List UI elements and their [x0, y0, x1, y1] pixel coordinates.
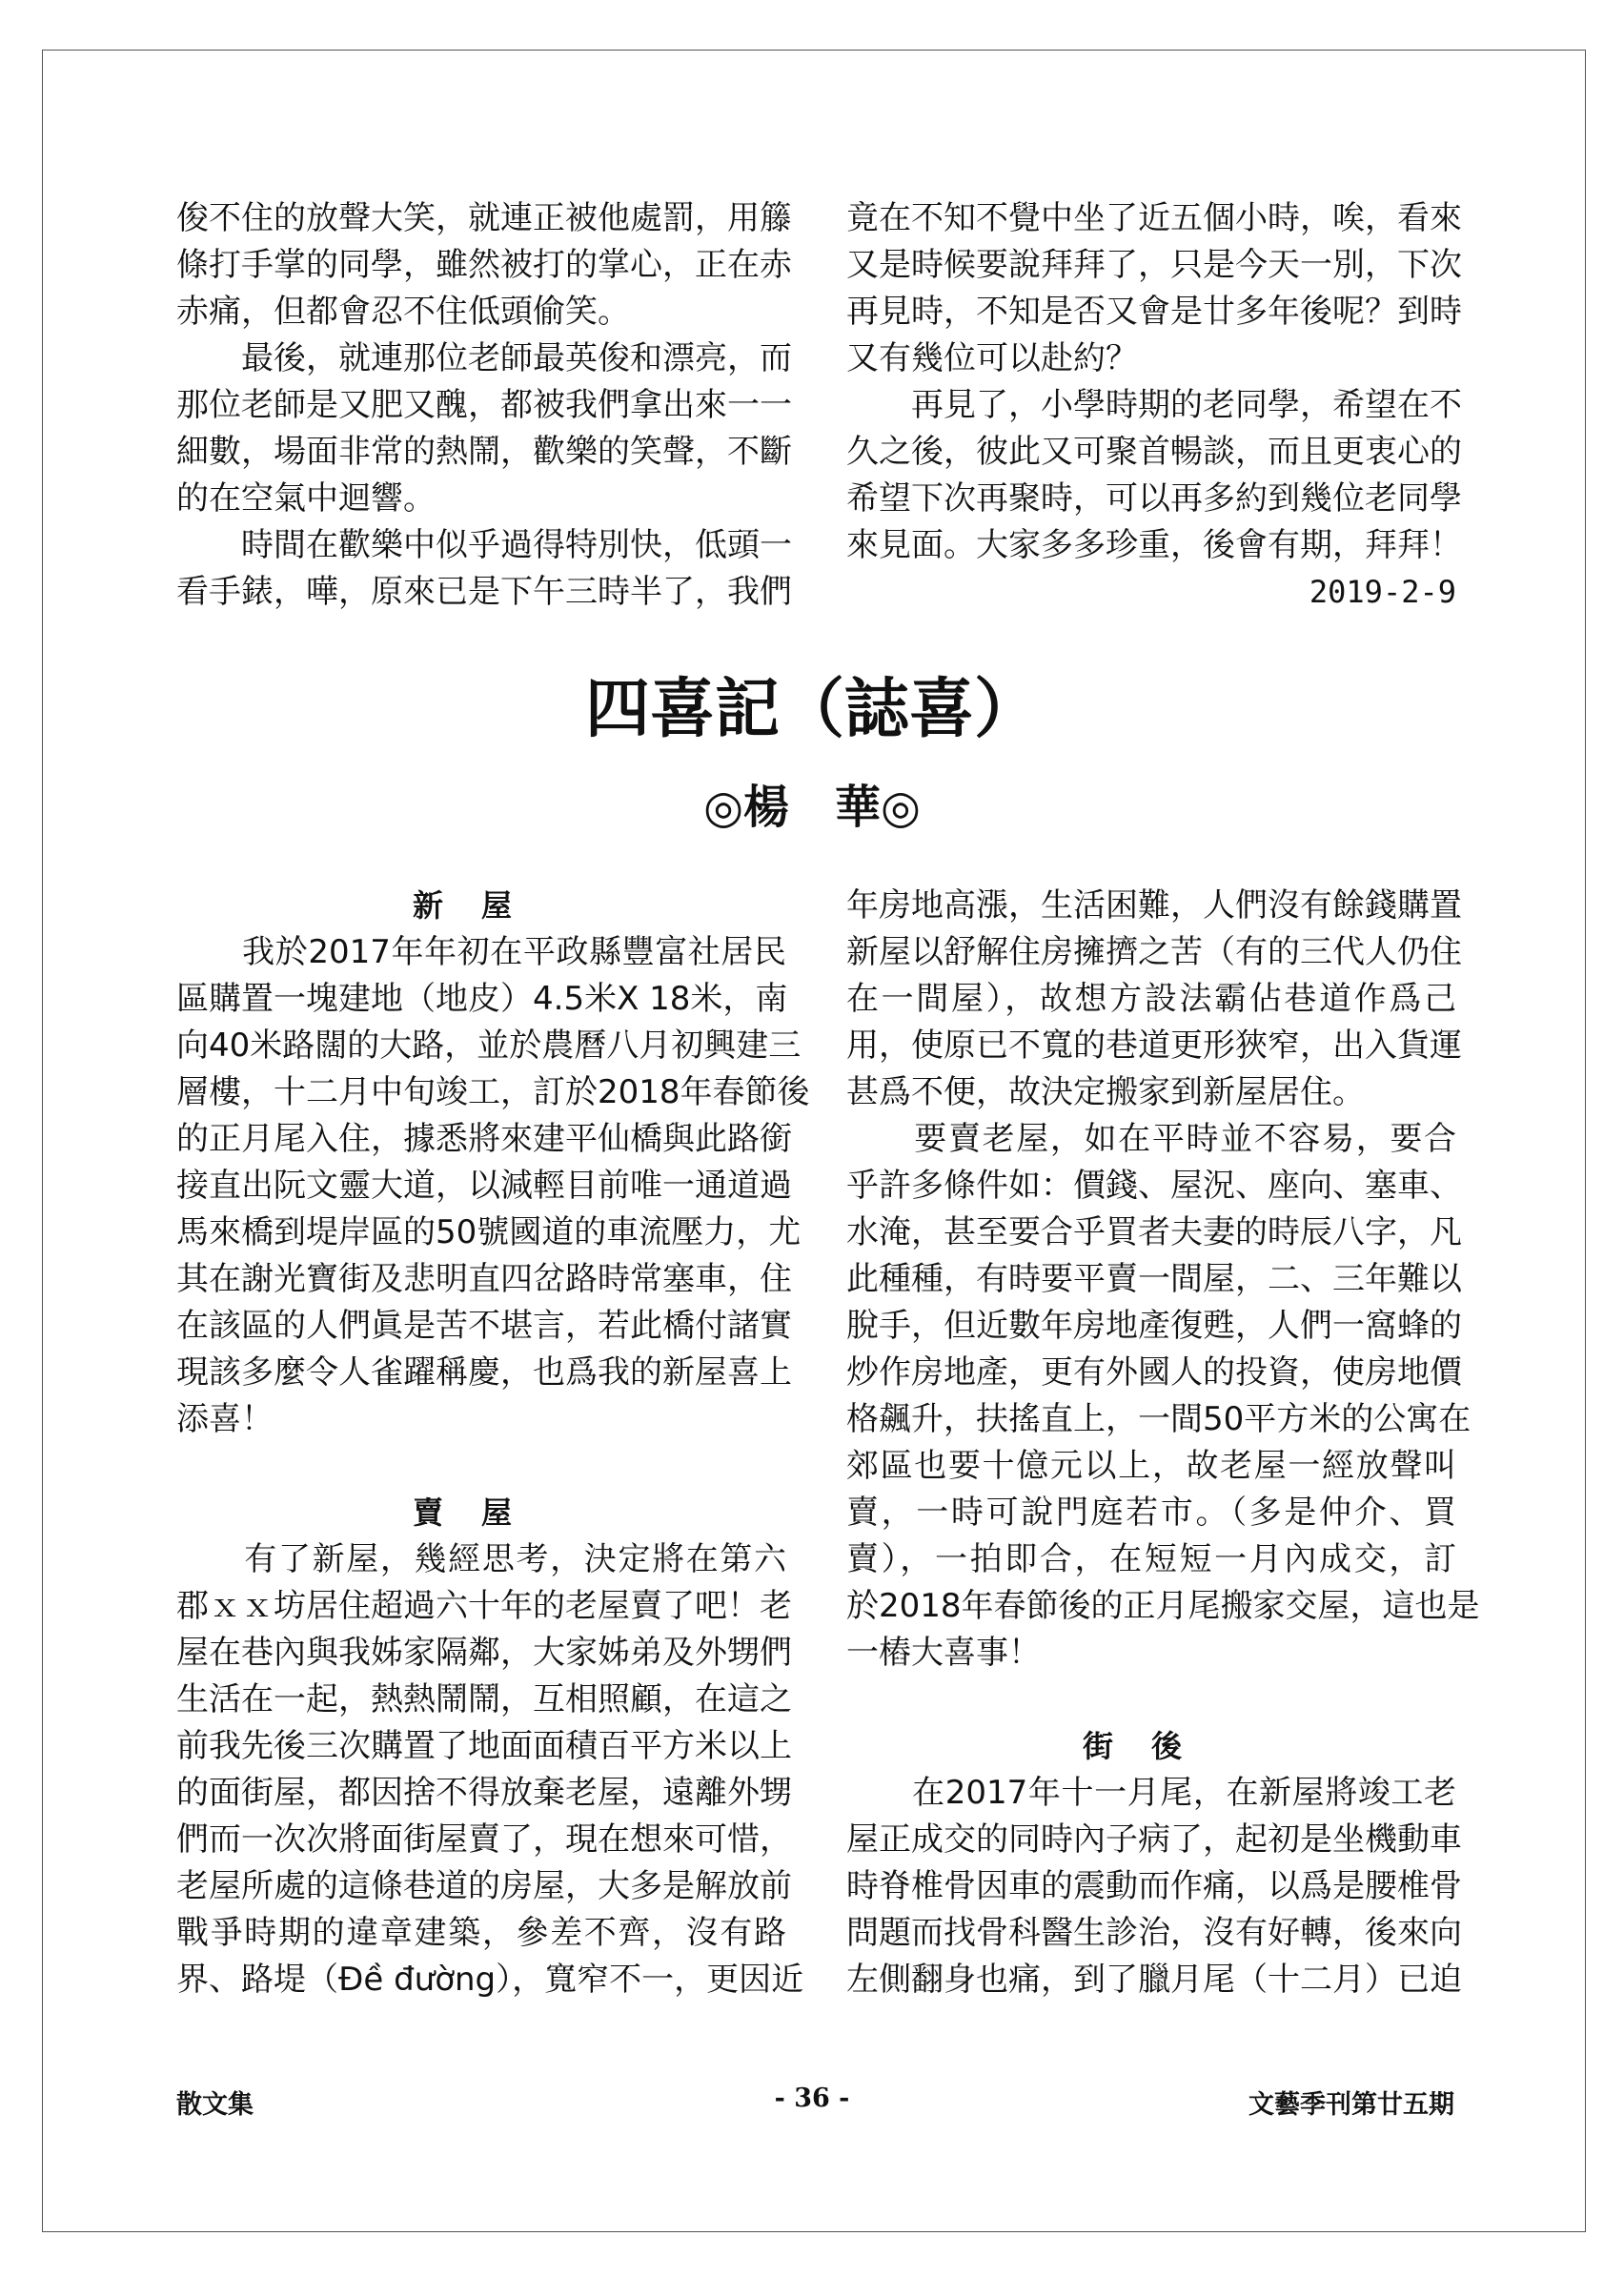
text-line: 來見面。大家多多珍重，後會有期，拜拜！: [846, 526, 1462, 564]
text-line: 的在空氣中迴響。: [176, 479, 436, 518]
text-line: 新屋以舒解住房擁擠之苦（有的三代人仍住: [846, 933, 1462, 971]
article-left-column: [176, 883, 810, 2003]
text-line: 年房地高漲，生活困難，人們沒有餘錢購置: [846, 886, 1462, 925]
text-line: 條打手掌的同學，雖然被打的掌心，正在赤: [176, 246, 792, 284]
text-line: 向40米路闊的大路，並於農曆八月初興建三: [176, 1027, 802, 1065]
text-line: 時脊椎骨因車的震動而作痛，以爲是腰椎骨: [846, 1867, 1462, 1905]
section-heading: 新屋: [412, 887, 550, 924]
text-line: 一樁大喜事！: [846, 1634, 1041, 1672]
text-line: 郡ｘｘ坊居住超過六十年的老屋賣了吧！老: [176, 1587, 792, 1625]
article-right-column: [846, 883, 1480, 2003]
text-line: 水淹，甚至要合乎買者夫妻的時辰八字，凡: [846, 1213, 1462, 1251]
text-line: 希望下次再聚時，可以再多約到幾位老同學: [846, 479, 1462, 518]
article-date: 2019-2-9: [1309, 574, 1456, 610]
text-line: 格飆升，扶搖直上，一間50平方米的公寓在: [846, 1400, 1472, 1438]
text-line: 現該多麼令人雀躍稱慶，也爲我的新屋喜上: [176, 1353, 792, 1392]
footer-publication: 文藝季刊第廿五期: [1248, 2090, 1454, 2120]
text-line: 又有幾位可以赴約？: [846, 339, 1138, 377]
continued-right-column: [846, 195, 1462, 616]
text-line: 再見時，不知是否又會是廿多年後呢？到時: [846, 293, 1462, 331]
text-line: 屋在巷內與我姊家隔鄰，大家姊弟及外甥們: [176, 1634, 792, 1672]
page-number: - 36 -: [774, 2084, 850, 2113]
text-line: 再見了，小學時期的老同學，希望在不: [846, 386, 1462, 424]
continued-left-column: [176, 195, 792, 616]
article-title: 四喜記（誌喜）: [584, 671, 1039, 747]
text-line: 在該區的人們眞是苦不堪言，若此橋付諸實: [176, 1307, 792, 1345]
section-gap: [176, 1443, 786, 1490]
text-line: 於2018年春節後的正月尾搬家交屋，這也是: [846, 1587, 1480, 1625]
text-line: 竟在不知不覺中坐了近五個小時，唉，看來: [846, 199, 1462, 237]
text-line: 看手錶，嘩，原來已是下午三時半了，我們: [176, 573, 792, 611]
text-line: 那位老師是又肥又醜，都被我們拿出來一一: [176, 386, 792, 424]
text-line: 左側翻身也痛，到了臘月尾（十二月）已迫: [846, 1961, 1462, 1999]
text-line: 時間在歡樂中似乎過得特別快，低頭一: [176, 526, 792, 564]
text-line: 前我先後三次購置了地面面積百平方米以上: [176, 1727, 792, 1765]
section-heading: 街後: [1082, 1728, 1220, 1764]
text-line: 添喜！: [176, 1400, 274, 1438]
text-line: 層樓，十二月中旬竣工，訂於2018年春節後: [176, 1073, 810, 1111]
text-line: 的面街屋，都因捨不得放棄老屋，遠離外甥: [176, 1774, 792, 1812]
text-line: 們而一次次將面街屋賣了，現在想來可惜，: [176, 1820, 792, 1859]
text-line: 馬來橋到堤岸區的50號國道的車流壓力，尤: [176, 1213, 802, 1251]
text-line: 問題而找骨科醫生診治，沒有好轉，後來向: [846, 1914, 1462, 1952]
text-line: 脫手，但近數年房地產復甦，人們一窩蜂的: [846, 1307, 1462, 1345]
text-line: 我於2017年年初在平政縣豐富社居民: [176, 933, 786, 971]
text-line: 有了新屋，幾經思考，決定將在第六: [176, 1540, 786, 1578]
text-line: 其在謝光寶街及悲明直四岔路時常塞車，住: [176, 1260, 792, 1298]
text-line: 俊不住的放聲大笑，就連正被他處罰，用籐: [176, 199, 792, 237]
section-gap: [846, 1677, 1456, 1723]
text-line: 細數，場面非常的熱鬧，歡樂的笑聲，不斷: [176, 433, 792, 471]
text-line: 的正月尾入住，據悉將來建平仙橋與此路銜: [176, 1120, 792, 1158]
text-line: 賣，一時可說門庭若市。（多是仲介、買: [846, 1494, 1456, 1532]
text-line: 郊區也要十億元以上，故老屋一經放聲叫: [846, 1447, 1456, 1485]
text-line: 炒作房地產，更有外國人的投資，使房地價: [846, 1353, 1462, 1392]
text-line: 要賣老屋，如在平時並不容易，要合: [846, 1120, 1456, 1158]
text-line: 界、路堤（Đề đường），寬窄不一，更因近: [176, 1961, 804, 1999]
text-line: 在2017年十一月尾，在新屋將竣工老: [846, 1774, 1456, 1812]
text-line: 又是時候要說拜拜了，只是今天一別，下次: [846, 246, 1462, 284]
text-line: 生活在一起，熱熱鬧鬧，互相照顧，在這之: [176, 1680, 792, 1718]
text-line: 戰爭時期的違章建築，參差不齊，沒有路: [176, 1914, 786, 1952]
text-line: 接直出阮文靈大道，以減輕目前唯一通道過: [176, 1167, 792, 1205]
article-author: ◎楊 華◎: [703, 781, 921, 834]
text-line: 用，使原已不寬的巷道更形狹窄，出入貨運: [846, 1027, 1462, 1065]
text-line: 賣），一拍即合，在短短一月內成交，訂: [846, 1540, 1456, 1578]
text-line: 此種種，有時要平賣一間屋，二、三年難以: [846, 1260, 1462, 1298]
footer-section-name: 散文集: [176, 2090, 254, 2120]
text-line: 屋正成交的同時內子病了，起初是坐機動車: [846, 1820, 1462, 1859]
text-line: 在一間屋），故想方設法霸佔巷道作爲己: [846, 980, 1456, 1018]
text-line: 乎許多條件如：價錢、屋況、座向、塞車、: [846, 1167, 1462, 1205]
section-heading: 賣屋: [412, 1494, 550, 1531]
text-line: 赤痛，但都會忍不住低頭偷笑。: [176, 293, 630, 331]
text-line: 老屋所處的這條巷道的房屋，大多是解放前: [176, 1867, 792, 1905]
text-line: 甚爲不便，故決定搬家到新屋居住。: [846, 1073, 1365, 1111]
text-line: 久之後，彼此又可聚首暢談，而且更衷心的: [846, 433, 1462, 471]
text-line: 區購置一塊建地（地皮）4.5米X 18米，南: [176, 980, 788, 1018]
text-line: 最後，就連那位老師最英俊和漂亮，而: [176, 339, 792, 377]
